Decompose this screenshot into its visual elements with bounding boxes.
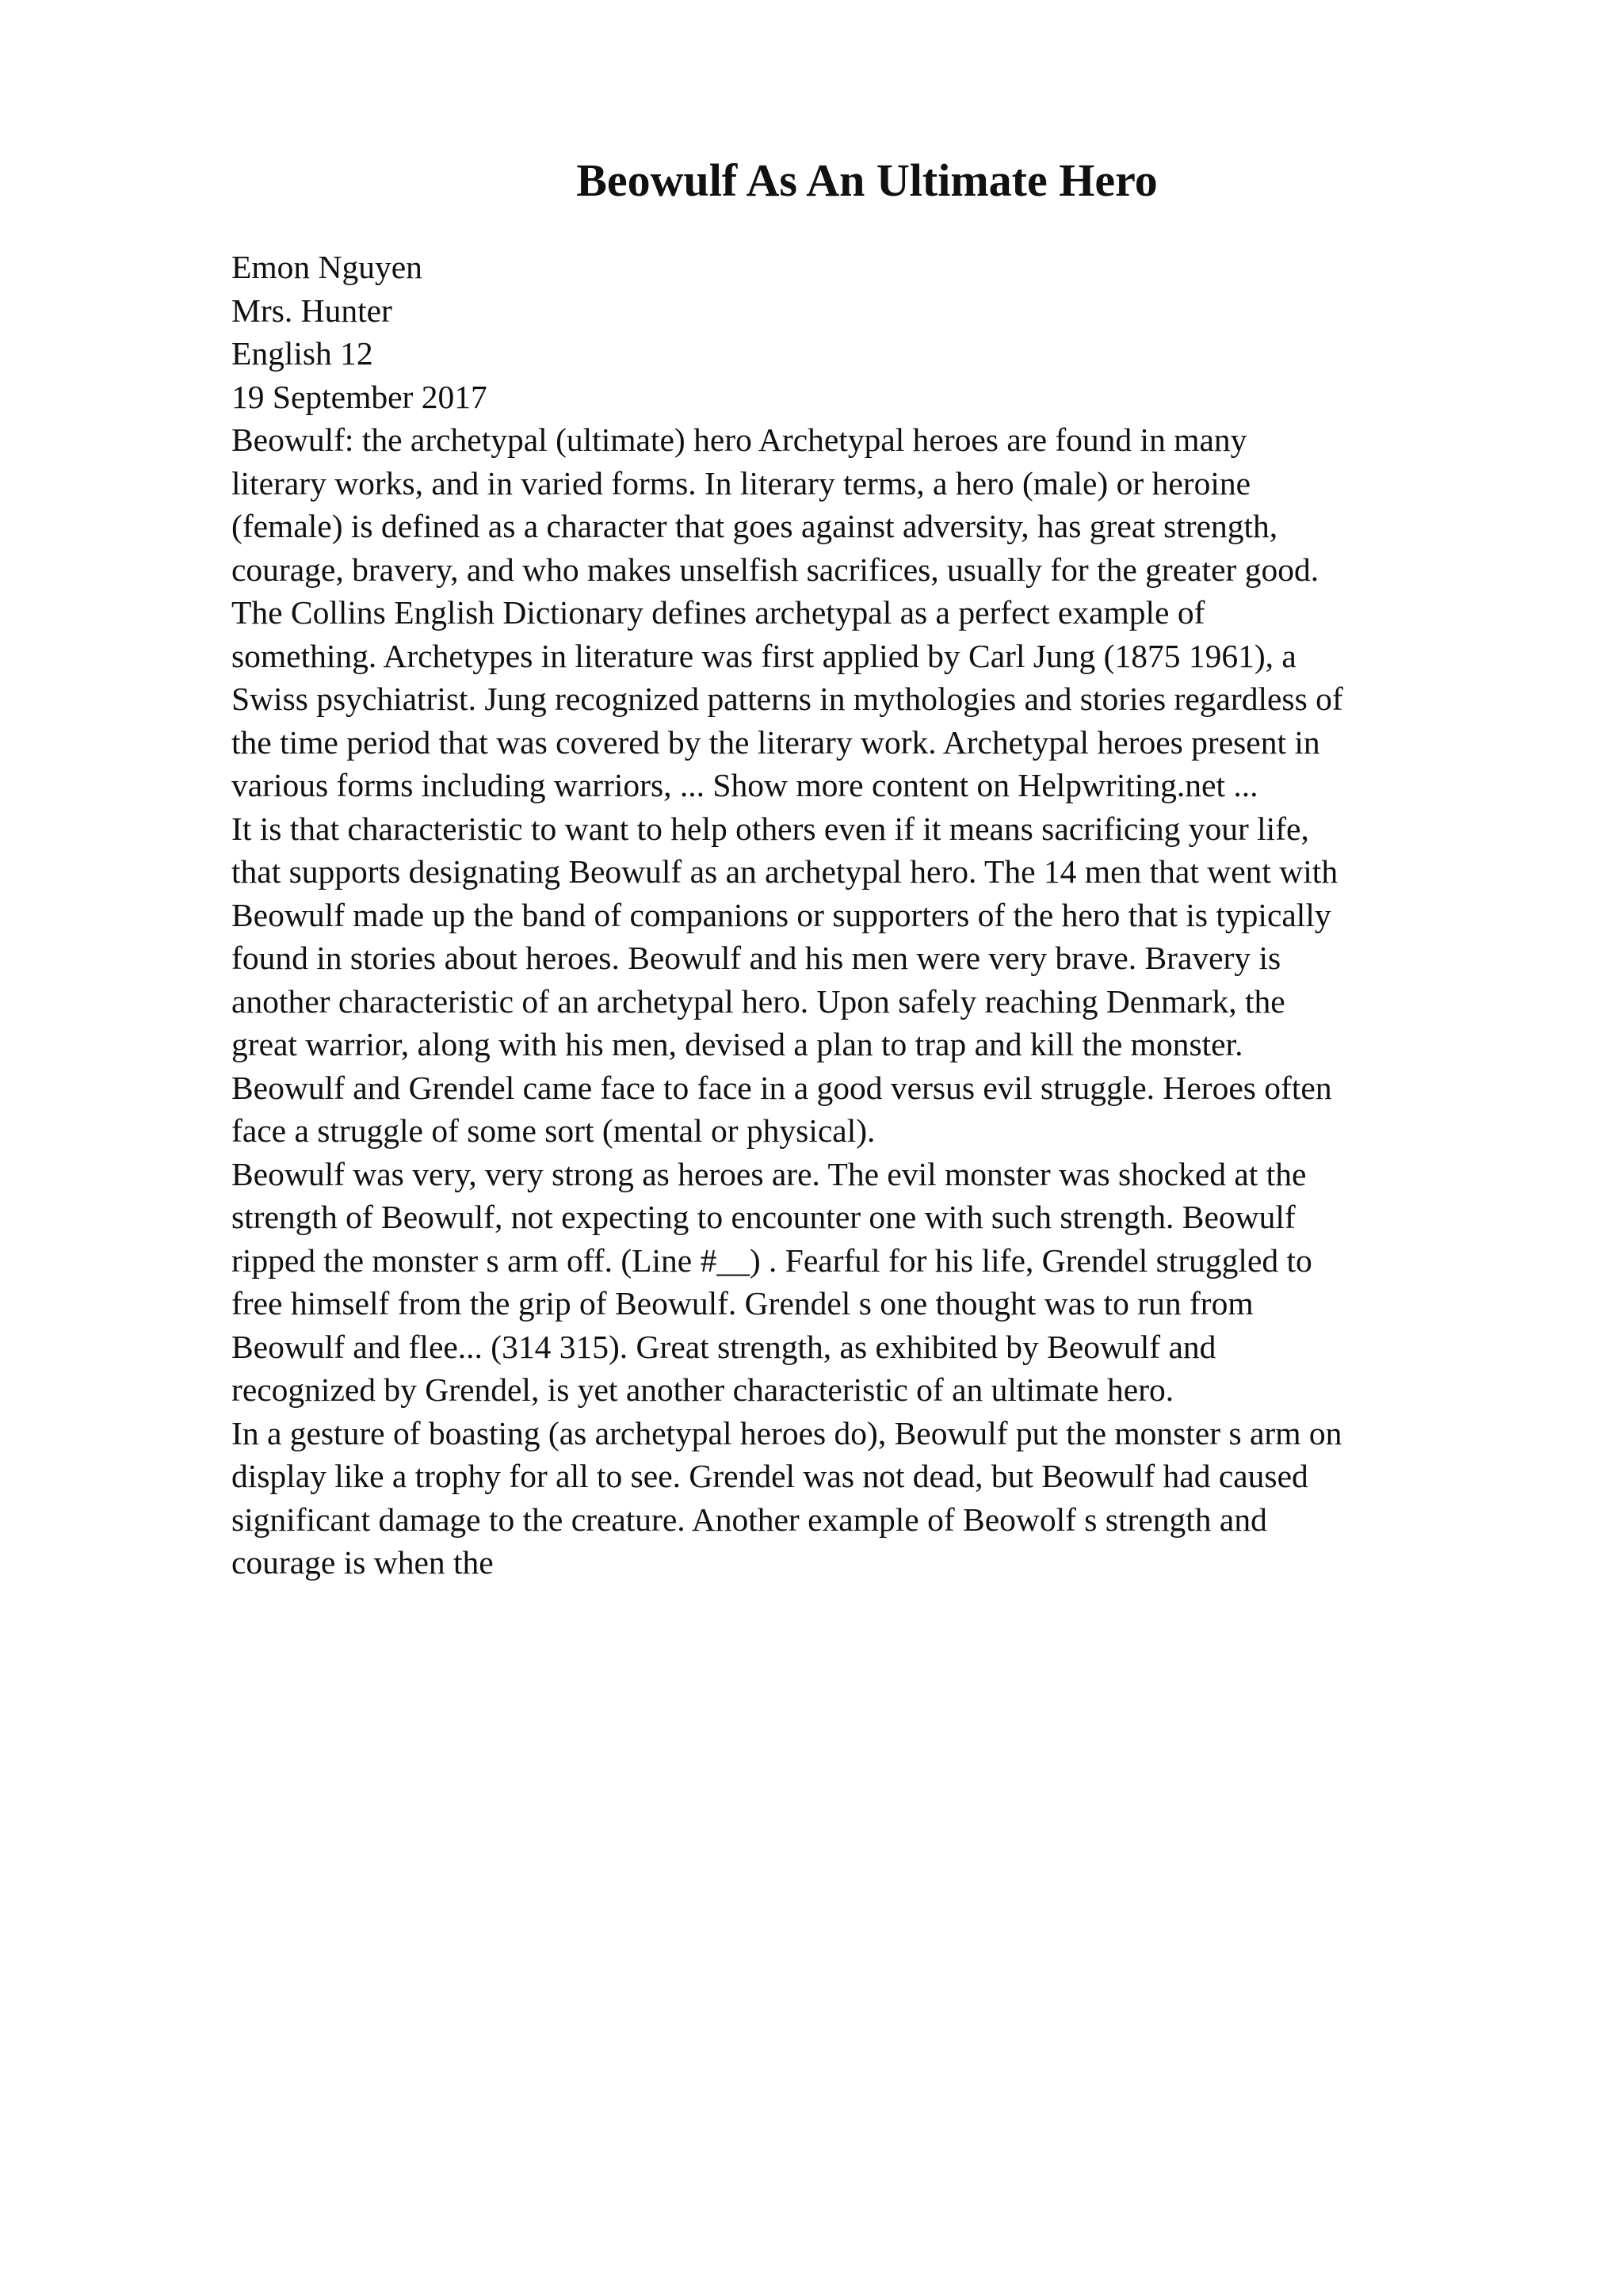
body-line: The Collins English Dictionary defines archetypal as a perfect example of	[231, 594, 1205, 631]
body-line: In a gesture of boasting (as archetypal heroes do), Beowulf put the monster s arm on	[231, 1414, 1342, 1451]
body-line: another characteristic of an archetypal hero. Upon safely reaching Denmark, the	[231, 982, 1285, 1020]
body-line: Beowulf and Grendel came face to face in a good versus evil struggle. Heroes often	[231, 1069, 1332, 1106]
body-line: Beowulf was very, very strong as heroes are. The evil monster was shocked at the	[231, 1155, 1307, 1192]
author-name: Emon Nguyen	[231, 249, 422, 285]
body-line: literary works, and in varied forms. In literary terms, a hero (male) or heroine	[231, 464, 1251, 502]
body-line: various forms including warriors, ... Show more content on Helpwriting.net ...	[231, 767, 1258, 803]
body-line: courage is when the	[231, 1544, 494, 1581]
body-line: found in stories about heroes. Beowulf and his men were very brave. Bravery is	[231, 940, 1281, 976]
body-line: great warrior, along with his men, devised a plan to trap and kill the monster.	[231, 1026, 1243, 1062]
teacher-name: Mrs. Hunter	[231, 292, 392, 329]
body-line: courage, bravery, and who makes unselfish sacrifices, usually for the greater good.	[231, 551, 1319, 588]
body-line: Swiss psychiatrist. Jung recognized patterns in mythologies and stories regardless of	[231, 681, 1343, 717]
body-line: ripped the monster s arm off. (Line #__) . Fearful for his life, Grendel struggled to	[231, 1241, 1312, 1279]
body-line: display like a trophy for all to see. Grendel was not dead, but Beowulf had caused	[231, 1458, 1308, 1494]
body-line: strength of Beowulf, not expecting to encounter one with such strength. Beowulf	[231, 1199, 1296, 1235]
body-line: face a struggle of some sort (mental or physical).	[231, 1112, 876, 1149]
course-name: English 12	[231, 335, 373, 372]
body-line: something. Archetypes in literature was first applied by Carl Jung (1875 1961), a	[231, 637, 1296, 674]
body-line: (female) is defined as a character that goes against adversity, has great strength,	[231, 508, 1278, 544]
body-line: Beowulf made up the band of companions or supporters of the hero that is typically	[231, 896, 1331, 933]
page-title: Beowulf As An Ultimate Hero	[576, 154, 1158, 206]
body-line: recognized by Grendel, is yet another characteristic of an ultimate hero.	[231, 1371, 1174, 1408]
document-body	[231, 246, 1499, 1585]
body-line: that supports designating Beowulf as an archetypal hero. The 14 men that went with	[231, 853, 1338, 890]
body-line: It is that characteristic to want to help others even if it means sacrificing your life,	[231, 810, 1309, 847]
body-line: Beowulf and flee... (314 315). Great strength, as exhibited by Beowulf and	[231, 1328, 1216, 1365]
body-line: significant damage to the creature. Another example of Beowolf s strength and	[231, 1501, 1267, 1538]
body-line: the time period that was covered by the literary work. Archetypal heroes present in	[231, 723, 1320, 761]
document-date: 19 September 2017	[231, 378, 487, 415]
body-line: free himself from the grip of Beowulf. Grendel s one thought was to run from	[231, 1285, 1254, 1322]
body-line: Beowulf: the archetypal (ultimate) hero Archetypal heroes are found in many	[231, 421, 1247, 458]
